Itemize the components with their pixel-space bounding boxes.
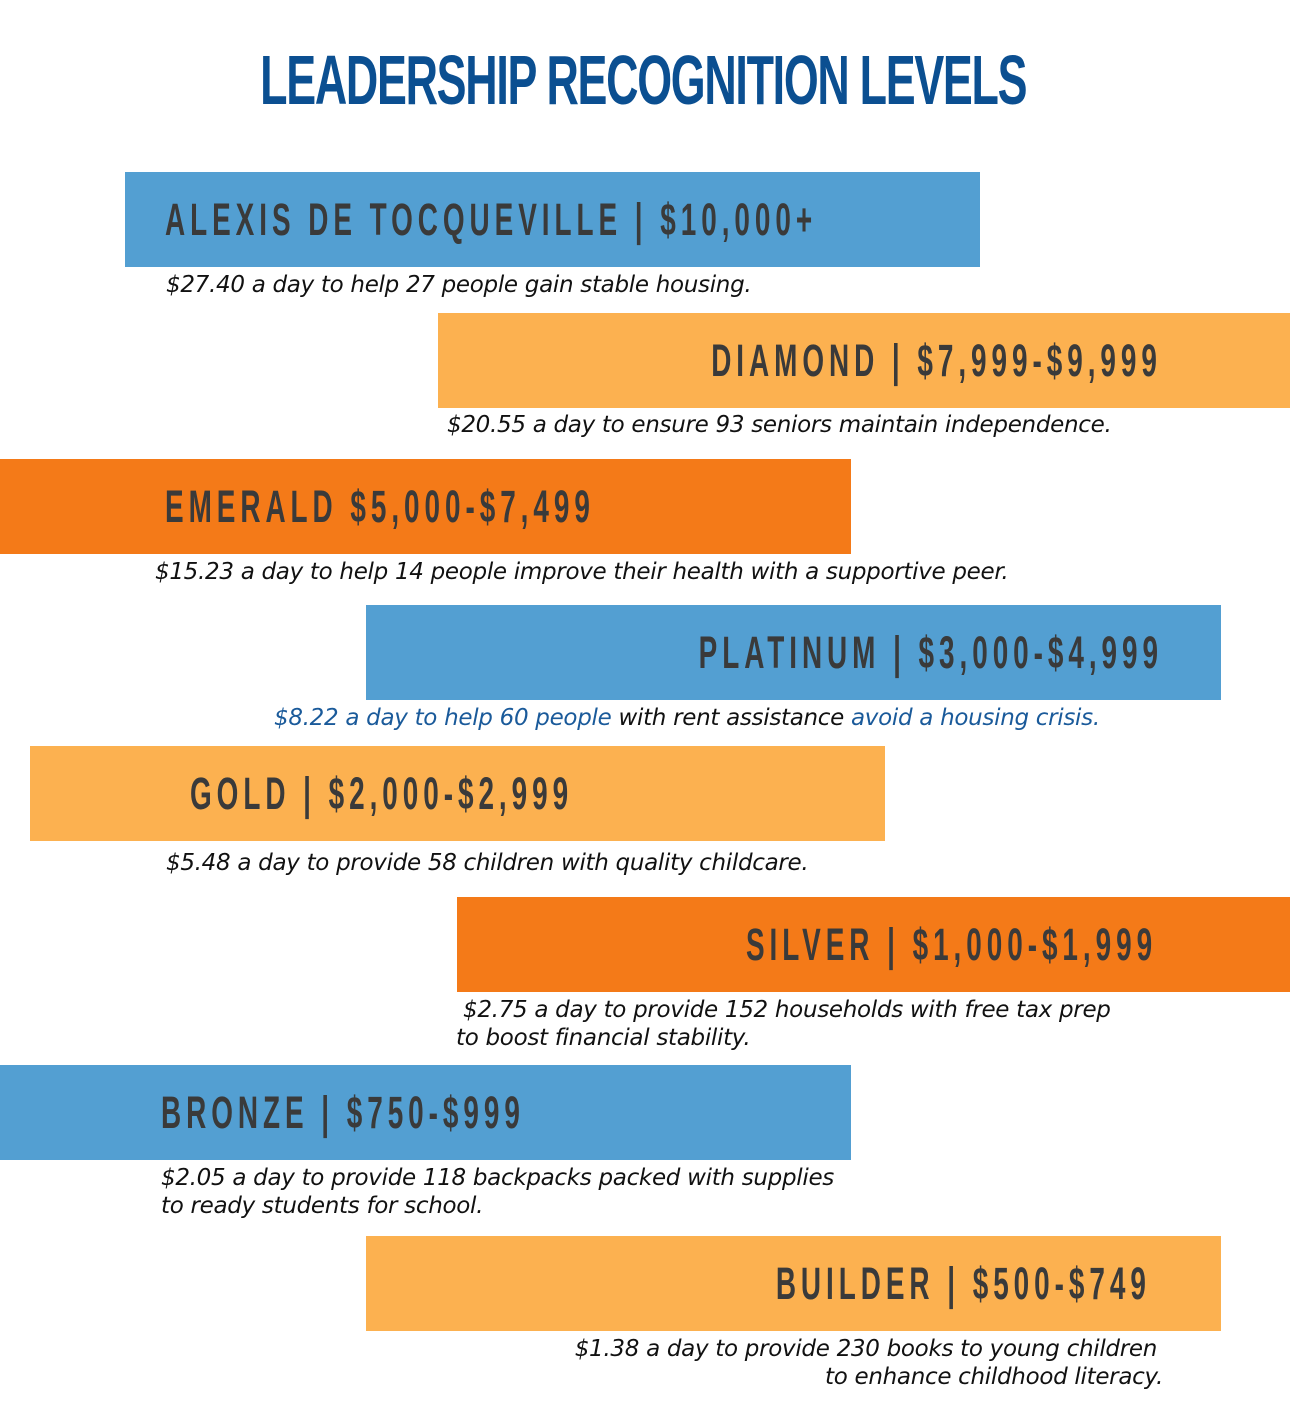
level-description: $20.55 a day to ensure 93 seniors maintain independence. xyxy=(447,412,1112,438)
level-description: $27.40 a day to help 27 people gain stable housing. xyxy=(166,272,752,298)
description-highlight: $8.22 a day to help 60 people xyxy=(274,705,612,731)
description-highlight: avoid a housing crisis. xyxy=(851,705,1100,731)
level-label: SILVER | $1,000-$1,999 xyxy=(745,919,1157,970)
level-band-silver xyxy=(457,897,1290,992)
level-label: BUILDER | $500-$749 xyxy=(776,1258,1151,1309)
level-description xyxy=(274,704,1100,732)
level-band-bronze xyxy=(0,1065,851,1160)
level-description: $1.38 a day to provide 230 books to young children to enhance childhood literacy. xyxy=(574,1336,1163,1390)
level-label: DIAMOND | $7,999-$9,999 xyxy=(711,335,1162,386)
level-band-tocqueville xyxy=(125,172,980,267)
level-band-emerald xyxy=(0,459,851,554)
level-band-platinum xyxy=(366,605,1221,700)
description-text: with rent assistance xyxy=(611,705,852,731)
level-label: PLATINUM | $3,000-$4,999 xyxy=(698,627,1163,678)
level-description: $15.23 a day to help 14 people improve their health with a supportive peer. xyxy=(155,559,1009,585)
level-label: BRONZE | $750-$999 xyxy=(161,1087,525,1138)
level-band-gold xyxy=(30,746,885,841)
level-description: $5.48 a day to provide 58 children with quality childcare. xyxy=(166,850,809,876)
page-title: LEADERSHIP RECOGNITION LEVELS xyxy=(260,41,1027,119)
level-band-diamond xyxy=(438,313,1290,408)
level-label: ALEXIS DE TOCQUEVILLE | $10,000+ xyxy=(165,194,818,245)
level-label: EMERALD $5,000-$7,499 xyxy=(165,481,595,532)
level-label: GOLD | $2,000-$2,999 xyxy=(190,768,574,819)
level-description: $2.75 a day to provide 152 households with free tax prep to boost financial stability. xyxy=(456,997,1111,1051)
level-description: $2.05 a day to provide 118 backpacks packed with supplies to ready students for school. xyxy=(161,1165,834,1219)
level-band-builder xyxy=(366,1236,1221,1331)
